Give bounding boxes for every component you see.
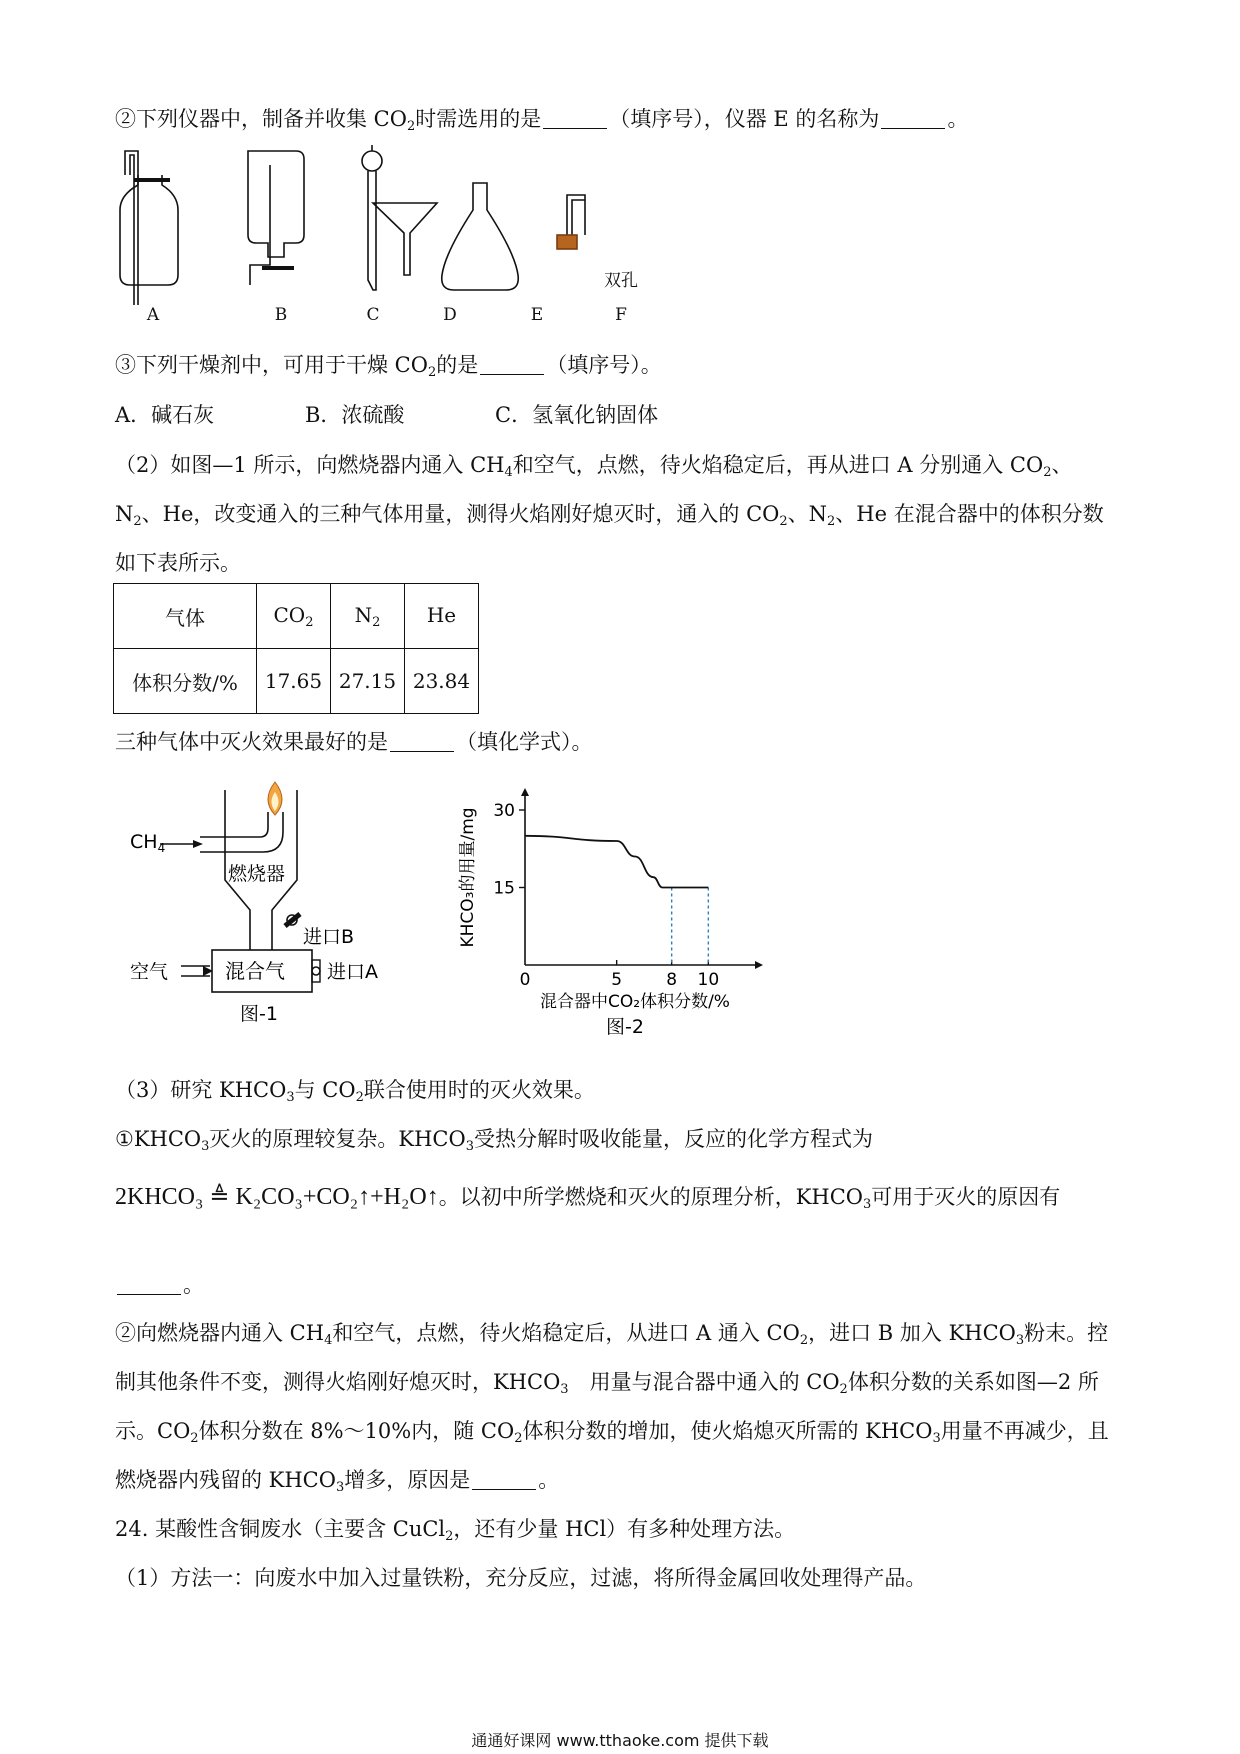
option-c[interactable]: C．氢氧化钠固体 <box>495 403 659 427</box>
table-row <box>114 584 479 649</box>
y-tick-label: 15 <box>493 878 515 899</box>
inlet-b-valve <box>285 914 300 926</box>
answer-blank[interactable] <box>881 108 945 129</box>
apparatus-label-c: C <box>366 305 380 325</box>
option-a[interactable]: A．碱石灰 <box>115 403 215 427</box>
fig1-inlet-b-label: 进口B <box>303 926 355 948</box>
part3-p2-line-2: 制其他条件不变，测得火焰刚好熄灭时，$KHCO_3$ 用量与混合器中通入的 $CO_2$体积分数的关系如图—2 所 <box>115 1370 1099 1397</box>
chemical-equation: 2KHCO₃ ≜ K₂CO₃+CO₂↑+H₂O↑。以初中所学燃烧和灭火的原理分析，$KHCO_3$可用于灭火的原因有 <box>115 1184 1061 1212</box>
flame-icon <box>268 782 282 815</box>
footer-credit: 通通好课网 www.tthaoke.com 提供下载 <box>471 1731 769 1750</box>
x-tick-label: 8 <box>666 970 678 990</box>
answer-blank[interactable] <box>390 731 454 752</box>
answer-blank[interactable] <box>117 1274 181 1295</box>
x-tick-label: 0 <box>519 970 531 990</box>
part3-blank-line: 。 <box>115 1270 204 1300</box>
x-axis-label: 混合器中CO₂体积分数/% <box>540 992 730 1012</box>
answer-blank[interactable] <box>472 1469 536 1490</box>
question-3-line: ③下列干燥剂中，可用于干燥 $CO_2$的是 （填序号）。 <box>115 353 662 380</box>
figure-1-burner-diagram <box>125 780 425 1040</box>
fig1-mixer-label: 混合气 <box>225 959 285 983</box>
apparatus-f <box>557 195 585 249</box>
part2-line-2: $N_2$、He，改变通入的三种气体用量，测得火焰刚好熄灭时，通入的 $CO_2$、$N_2$、He 在混合器中的体积分数 <box>115 502 1104 529</box>
table-cell: 23.84 <box>405 649 479 714</box>
answer-blank[interactable] <box>543 108 607 129</box>
apparatus-label-b: B <box>274 305 288 325</box>
fig1-inlet-a-label: 进口A <box>327 961 378 983</box>
inlet-a-valve <box>312 960 320 982</box>
x-tick-label: 5 <box>611 970 623 990</box>
part3-p1: $①KHCO_3$灭火的原理较复杂。$KHCO_3$受热分解时吸收能量，反应的化学方程式为 <box>115 1127 873 1154</box>
table-cell: 体积分数/% <box>114 649 257 714</box>
fig1-burner-label: 燃烧器 <box>228 863 286 885</box>
volume-fraction-table <box>113 583 479 714</box>
fig1-air-label: 空气 <box>130 961 169 983</box>
table-cell: 27.15 <box>331 649 405 714</box>
answer-blank[interactable] <box>480 354 544 375</box>
apparatus-label-e: E <box>530 305 544 325</box>
apparatus-label-a: A <box>146 305 160 325</box>
question-24-part1: （1）方法一：向废水中加入过量铁粉，充分反应，过滤，将所得金属回收处理得产品。 <box>115 1566 927 1590</box>
part3-p2-line-3: 示。$CO_2$体积分数在 8%～10%内，随 $CO_2$体积分数的增加，使火焰熄灭所需的 $KHCO_3$用量不再减少，且 <box>115 1419 1109 1446</box>
apparatus-a <box>120 151 178 305</box>
table-row <box>114 649 479 714</box>
table-header-cell: He <box>405 584 479 649</box>
fig1-ch4-label: $CH_4$ <box>130 831 166 855</box>
question-24-line: 24. 某酸性含铜废水（主要含 CuCl$_2$，还有少量 HCl）有多种处理方法。 <box>115 1517 796 1544</box>
best-gas-line: 三种气体中灭火效果最好的是 （填化学式）。 <box>115 730 593 754</box>
part2-line-1: （2）如图—1 所示，向燃烧器内通入 $CH_4$和空气，点燃，待火焰稳定后，再从进口 A 分别通入 $CO_2$、 <box>115 453 1073 480</box>
part3-p2-line-1: ②向燃烧器内通入 $CH_4$和空气，点燃，待火焰稳定后，从进口 A 通入 $CO_2$，进口 B 加入 $KHCO_3$粉末。控 <box>115 1321 1109 1348</box>
part2-line-3: 如下表所示。 <box>115 551 241 575</box>
apparatus-label-f: F <box>615 305 627 325</box>
apparatus-e <box>442 183 519 290</box>
apparatus-d <box>373 203 437 275</box>
option-b[interactable]: B．浓硫酸 <box>305 403 405 427</box>
fig1-caption: 图-1 <box>240 1003 278 1025</box>
x-tick-label: 10 <box>697 970 720 990</box>
table-header-cell: 气体 <box>114 584 257 649</box>
apparatus-b <box>248 151 304 285</box>
part3-p2-line-4: 燃烧器内残留的 $KHCO_3$增多，原因是 。 <box>115 1468 560 1495</box>
y-tick-label: 30 <box>493 801 515 821</box>
figure-2-chart <box>445 780 785 1040</box>
apparatus-label-d: D <box>443 305 457 325</box>
table-header-cell: $N_2$ <box>331 584 405 649</box>
figure-2-caption: 图-2 <box>606 1016 644 1038</box>
table-header-cell: $CO_2$ <box>257 584 331 649</box>
part3-title: （3）研究 $KHCO_3$与 $CO_2$联合使用时的灭火效果。 <box>115 1078 595 1105</box>
series-line <box>525 836 708 888</box>
x-axis-arrow-icon <box>755 961 763 969</box>
y-axis-label: KHCO₃的用量/mg <box>458 807 478 948</box>
apparatus-f-note: 双孔 <box>604 271 638 291</box>
apparatus-c <box>362 145 382 290</box>
table-cell: 17.65 <box>257 649 331 714</box>
y-axis-arrow-icon <box>521 788 529 796</box>
question-2-line: ②下列仪器中，制备并收集 $CO_2$时需选用的是 （填序号），仪器 E 的名称为 。 <box>115 107 969 134</box>
options-row <box>115 400 659 430</box>
